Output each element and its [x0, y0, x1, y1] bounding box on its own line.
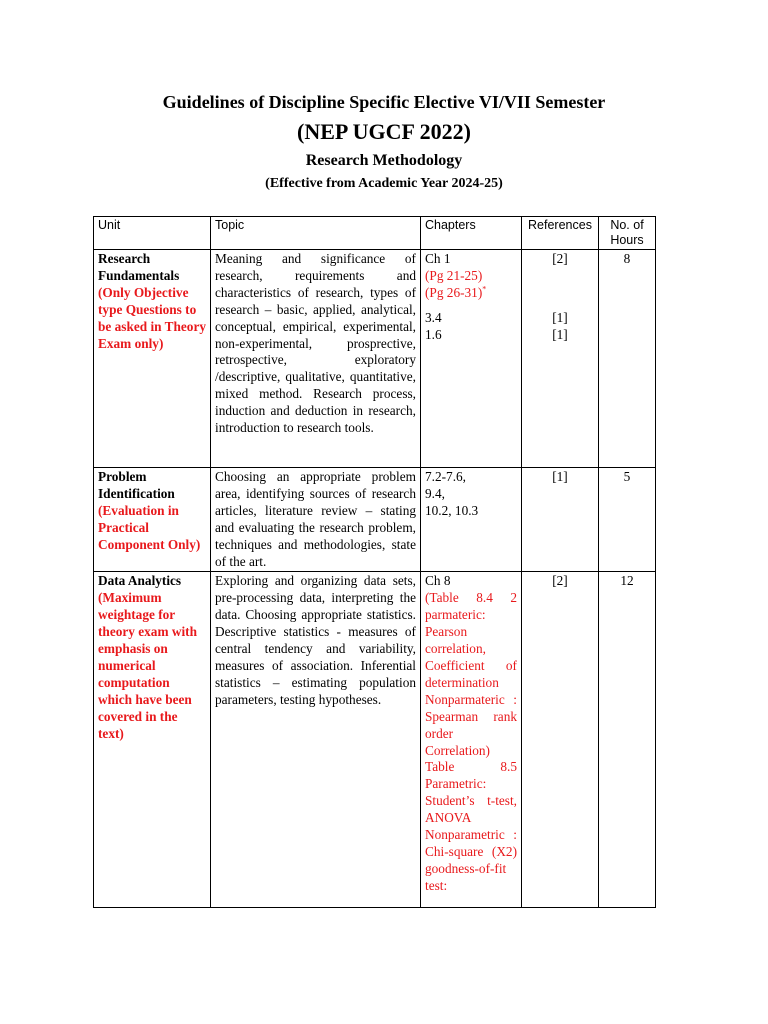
page-ref-2-text: (Pg 26-31) — [425, 284, 483, 300]
section-ref: 10.2, 10.3 — [425, 502, 479, 518]
course-name: Research Methodology — [305, 152, 463, 169]
table-header-row — [94, 217, 656, 250]
section-ref: 9.4, — [425, 485, 445, 501]
topic-cell: Meaning and significance of research, requirements and characteristics of research, types of research – basic, applied, analytical, conceptual, empirical, experimental, non-experimental, prosprective, retrospective, exploratory /descriptive, qualitative, quantitative, mixed method. Research process, induction and deduction in research, introduction to research tools. — [211, 250, 421, 468]
table-row — [94, 572, 656, 908]
header-chapters: Chapters — [421, 217, 522, 250]
footnote-mark: * — [482, 284, 487, 294]
unit-cell — [94, 250, 211, 468]
chapters-cell — [421, 250, 522, 468]
hours-cell: 5 — [599, 468, 656, 572]
page-ref-2 — [425, 285, 517, 302]
unit-note: (Only Objective type Questions to be asked in Theory Exam only) — [98, 284, 206, 351]
header-hours: No. of Hours — [599, 217, 656, 250]
hours-cell: 8 — [599, 250, 656, 468]
unit-cell — [94, 468, 211, 572]
section-ref: 3.4 — [425, 309, 442, 325]
chapter-ref: Ch 8 — [425, 573, 451, 589]
reference: [1] — [552, 326, 568, 342]
chapters-cell — [421, 572, 522, 908]
document-subtitle: (NEP UGCF 2022) — [297, 119, 471, 144]
reference: [1] — [552, 309, 568, 325]
references-cell — [522, 468, 599, 572]
document-title: Guidelines of Discipline Specific Elective VI/VII Semester — [162, 92, 606, 112]
syllabus-table — [93, 216, 656, 908]
topic-cell: Choosing an appropriate problem area, identifying sources of research articles, literature review – stating and evaluating the research problem, techniques and methodologies, state of the art. — [211, 468, 421, 572]
reference: [2] — [552, 251, 568, 266]
chapter-ref: Ch 1 — [425, 251, 451, 266]
unit-cell — [94, 572, 211, 908]
table-row — [94, 250, 656, 468]
header-unit: Unit — [94, 217, 211, 250]
header-references: References — [522, 217, 599, 250]
effective-year: (Effective from Academic Year 2024-25) — [265, 176, 503, 191]
table-row — [94, 468, 656, 572]
unit-name: Research Fundamentals — [98, 251, 180, 283]
section-ref: 1.6 — [425, 326, 442, 342]
reference: [1] — [552, 469, 568, 484]
chapters-cell — [421, 468, 522, 572]
table-ref-detail: (Table 8.4 2 parmateric: Pearson correlation, Coefficient of determination Nonparmateric : Spearman rank order Correlation) Table 8.5 Parametric: Student’s t-test, ANOVA Nonparametric : Chi-square (X2) goodness-of-fit test: — [425, 590, 517, 893]
unit-note: (Evaluation in Practical Component Only) — [98, 502, 201, 552]
unit-name: Problem Identification — [98, 469, 175, 501]
references-cell — [522, 572, 599, 908]
references-cell — [522, 250, 599, 468]
page-ref: (Pg 21-25) — [425, 267, 483, 283]
header-topic: Topic — [211, 217, 421, 250]
unit-name: Data Analytics — [98, 573, 182, 589]
unit-note: (Maximum weightage for theory exam with emphasis on numerical computation which have been covered in the text) — [98, 590, 197, 741]
reference: [2] — [552, 573, 568, 589]
section-ref: 7.2-7.6, — [425, 469, 466, 484]
hours-cell: 12 — [599, 572, 656, 908]
topic-cell: Exploring and organizing data sets, pre-processing data, interpreting the data. Choosing appropriate statistics. Descriptive statistics - measures of central tendency and variability, measures of association. Inferential statistics – estimating population parameters, testing hypotheses. — [211, 572, 421, 908]
